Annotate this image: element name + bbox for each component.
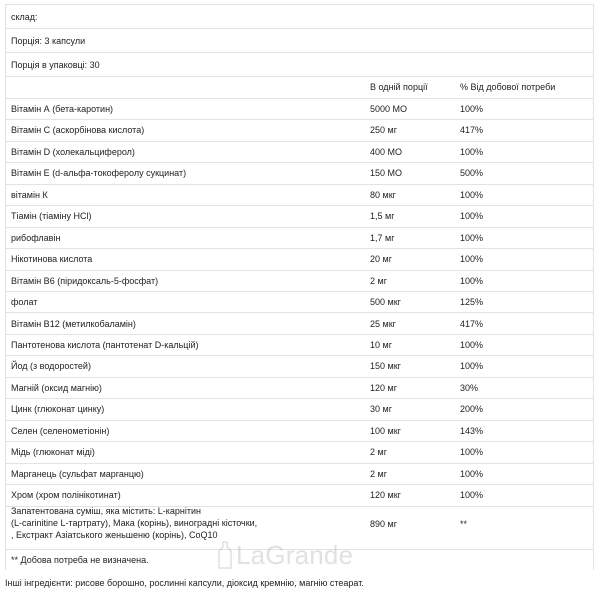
table-row	[5, 291, 594, 313]
serving-size-row	[5, 28, 594, 53]
nutrient-name: рибофлавін	[11, 232, 61, 243]
nutrient-daily-value: 100%	[460, 104, 484, 114]
nutrient-amount: 5000 МО	[370, 104, 408, 114]
nutrient-name: Вітамін Е (d-альфа-токоферолу сукцинат)	[11, 168, 187, 179]
nutrient-amount: 150 МО	[370, 168, 403, 179]
table-row	[5, 141, 594, 163]
nutrient-name: Хром (хром полінікотинат)	[11, 490, 121, 501]
nutrient-daily-value: 417%	[460, 125, 484, 136]
composition-row	[5, 4, 594, 29]
nutrient-amount: 1,5 мг	[370, 211, 395, 222]
nutrient-name: Нікотинова кислота	[11, 254, 93, 265]
blend-description	[11, 505, 366, 541]
nutrient-amount: 120 мкг	[370, 490, 401, 501]
table-row	[5, 441, 594, 463]
nutrient-daily-value: 100%	[460, 232, 484, 243]
nutrient-daily-value: 125%	[460, 297, 484, 308]
nutrient-amount: 1,7 мг	[370, 232, 395, 243]
nutrient-daily-value: 143%	[460, 425, 484, 436]
nutrient-name: вітамін К	[11, 189, 48, 200]
nutrient-name: Вітамін В12 (метилкобаламін)	[11, 318, 136, 329]
table-row	[5, 463, 594, 485]
nutrient-daily-value: 100%	[460, 447, 484, 458]
table-row	[5, 355, 594, 377]
nutrient-daily-value: 100%	[460, 211, 484, 222]
nutrient-name: Магній (оксид магнію)	[11, 382, 102, 393]
nutrient-name: Марганець (сульфат марганцю)	[11, 468, 144, 479]
column-header-row	[5, 76, 594, 99]
supplement-facts-table	[5, 4, 594, 570]
blend-amount: 890 мг	[370, 519, 397, 529]
nutrient-name: Вітамін А (бета-каротин)	[11, 104, 114, 114]
nutrient-amount: 150 мкг	[370, 361, 401, 372]
nutrient-name: Пантотенова кислота (пантотенат D-кальцій)	[11, 339, 199, 350]
nutrient-daily-value: 200%	[460, 404, 484, 415]
table-row	[5, 248, 594, 270]
nutrient-amount: 100 мкг	[370, 425, 401, 436]
table-row	[5, 313, 594, 335]
blend-line-3: , Екстракт Азіатського женьшеню (корінь), CoQ10	[11, 530, 218, 540]
nutrient-daily-value: 100%	[460, 339, 484, 350]
nutrient-name: Мідь (глюконат міді)	[11, 447, 95, 458]
nutrient-amount: 400 МО	[370, 146, 403, 157]
nutrient-daily-value: 100%	[460, 490, 484, 501]
table-row	[5, 398, 594, 420]
nutrient-amount: 30 мг	[370, 404, 392, 415]
nutrient-amount: 250 мг	[370, 125, 397, 136]
nutrient-amount: 2 мг	[370, 447, 387, 458]
table-row	[5, 334, 594, 356]
table-row	[5, 205, 594, 227]
nutrient-name: Тіамін (тіаміну HCl)	[11, 211, 92, 222]
per-serving-header: В одній порції	[370, 82, 428, 92]
nutrient-amount: 10 мг	[370, 339, 392, 350]
nutrient-name: фолат	[11, 297, 38, 308]
nutrient-amount: 25 мкг	[370, 318, 396, 329]
nutrient-daily-value: 100%	[460, 254, 484, 265]
table-row	[5, 119, 594, 141]
nutrient-daily-value: 500%	[460, 168, 484, 179]
nutrient-name: Селен (селенометіонін)	[11, 425, 110, 436]
daily-value-header: % Від добової потреби	[460, 82, 556, 92]
nutrient-daily-value: 417%	[460, 318, 484, 329]
nutrient-name: Вітамін D (холекальциферол)	[11, 146, 135, 157]
lagrande-watermark-logo	[215, 540, 385, 570]
nutrient-daily-value: 100%	[460, 468, 484, 479]
nutrient-daily-value: 100%	[460, 146, 484, 157]
bottle-icon	[215, 540, 235, 570]
blend-line-1: Запатентована суміш, яка містить: L-карнітин	[11, 506, 202, 516]
nutrient-daily-value: 30%	[460, 382, 479, 393]
nutrient-daily-value: 100%	[460, 189, 484, 200]
nutrient-daily-value: 100%	[460, 361, 484, 372]
nutrient-amount: 80 мкг	[370, 189, 396, 200]
footnote-text: ** Добова потреба не визначена.	[11, 555, 149, 565]
watermark-text: LaGrande	[236, 540, 354, 570]
table-row	[5, 377, 594, 399]
other-ingredients: Інші інгредієнти: рисове борошно, рослинні капсули, діоксид кремнію, магнію стеарат.	[5, 578, 364, 588]
nutrient-name: Йод (з водоростей)	[11, 361, 91, 372]
blend-line-2: (L-carinitine L-тартрату), Мака (корінь), виноградні кісточки,	[11, 518, 258, 528]
table-row	[5, 162, 594, 184]
nutrient-amount: 20 мг	[370, 254, 392, 265]
blend-daily-value: **	[460, 519, 468, 529]
nutrient-daily-value: 100%	[460, 275, 484, 286]
nutrient-amount: 2 мг	[370, 468, 387, 479]
table-row	[5, 227, 594, 249]
nutrient-amount: 2 мг	[370, 275, 387, 286]
composition-label: склад:	[11, 12, 38, 22]
servings-per-container-row	[5, 52, 594, 77]
servings-per-container-label: Порція в упаковці: 30	[11, 60, 100, 70]
table-row	[5, 98, 594, 120]
nutrient-name: Цинк (глюконат цинку)	[11, 404, 105, 415]
nutrient-name: Вітамін В6 (піридоксаль-5-фосфат)	[11, 275, 159, 286]
table-row	[5, 184, 594, 206]
nutrient-amount: 120 мг	[370, 382, 397, 393]
table-row	[5, 270, 594, 292]
nutrient-name: Вітамін С (аскорбінова кислота)	[11, 125, 145, 136]
nutrient-amount: 500 мкг	[370, 297, 401, 308]
serving-size-label: Порція: 3 капсули	[11, 36, 86, 46]
table-row	[5, 420, 594, 442]
